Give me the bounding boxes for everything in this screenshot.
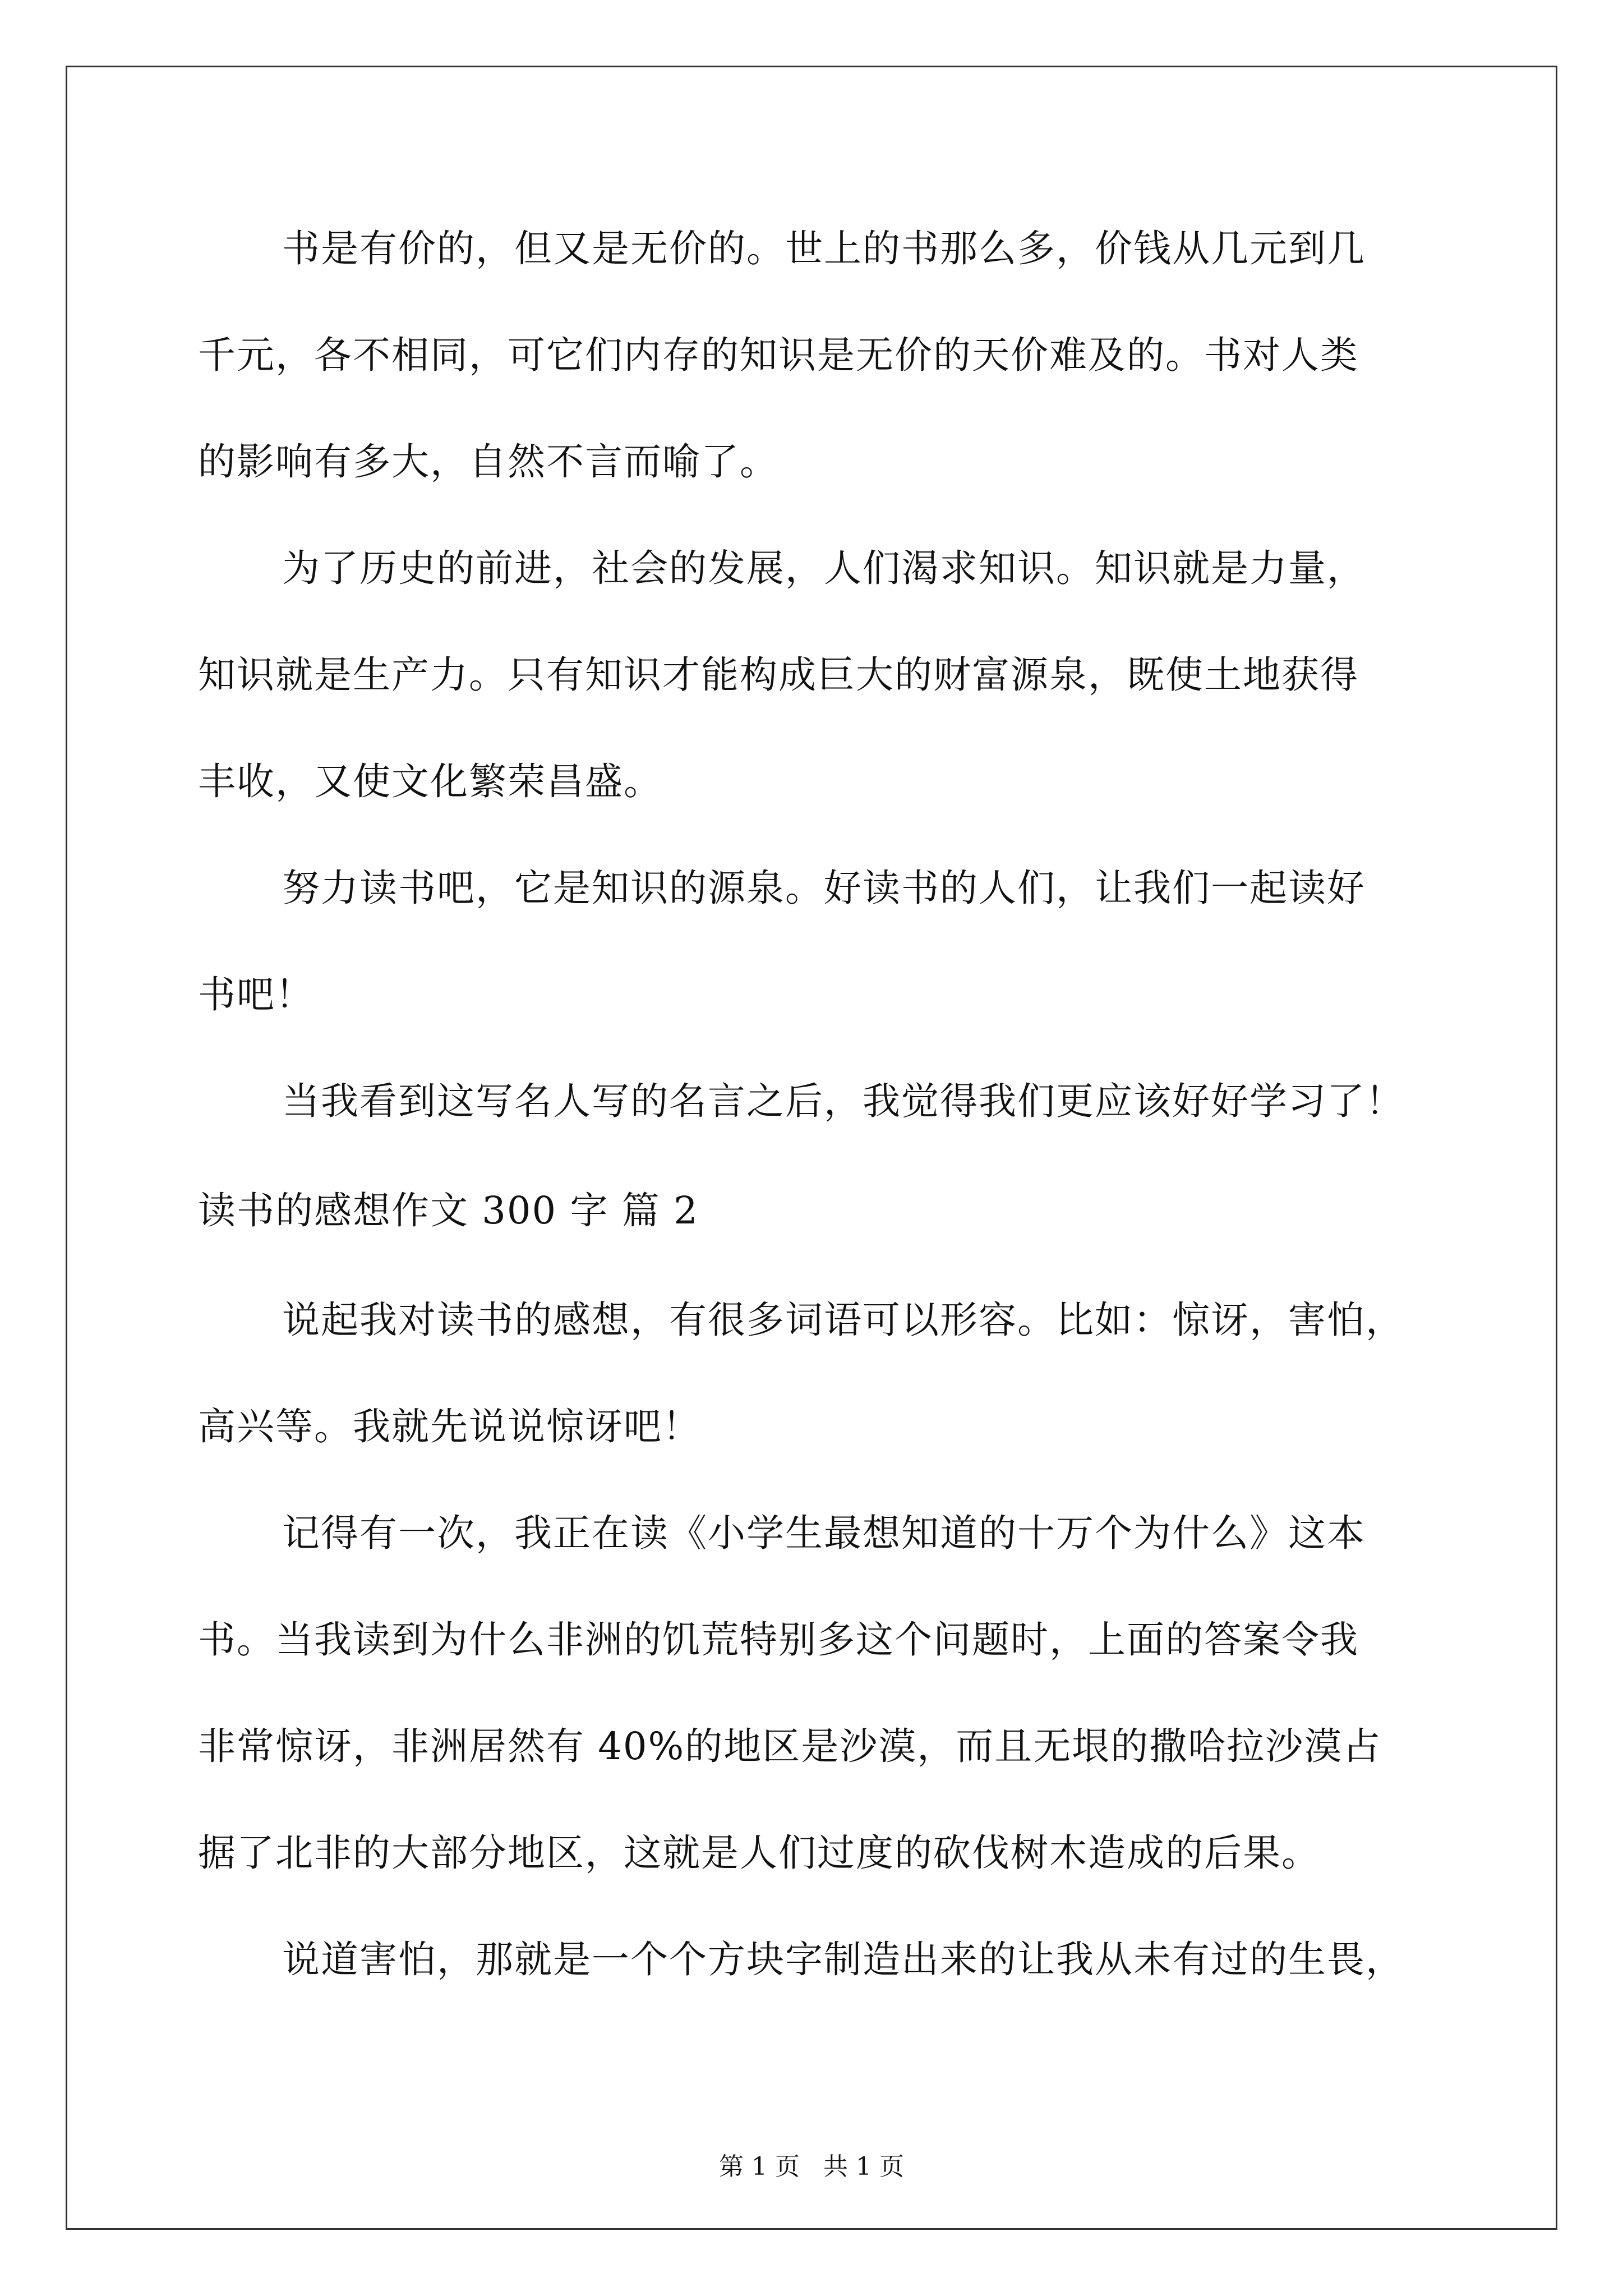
text-line: 书是有价的，但又是无价的。世上的书那么多，价钱从几元到几	[282, 227, 1366, 270]
text-line: 据了北非的大部分地区，这就是人们过度的砍伐树木造成的后果。	[198, 1831, 1320, 1875]
text-line: 书吧！	[198, 973, 314, 1016]
text-line: 说道害怕，那就是一个个方块字制造出来的让我从未有过的生畏，	[282, 1938, 1404, 1981]
text-line: 知识就是生产力。只有知识才能构成巨大的财富源泉，既使土地获得	[198, 653, 1359, 697]
text-line: 高兴等。我就先说说惊讶吧！	[198, 1405, 701, 1448]
text-line: 当我看到这写名人写的名言之后，我觉得我们更应该好好学习了！	[282, 1079, 1404, 1123]
text-line: 说起我对读书的感想，有很多词语可以形容。比如：惊讶，害怕，	[282, 1298, 1404, 1342]
page-number: 第 1 页 共 1 页	[719, 2152, 904, 2181]
text-line: 的影响有多大，自然不言而喻了。	[198, 440, 778, 484]
text-line: 为了历史的前进，社会的发展，人们渴求知识。知识就是力量，	[282, 546, 1366, 590]
text-line: 丰收，又使文化繁荣昌盛。	[198, 760, 662, 803]
text-line: 努力读书吧，它是知识的源泉。好读书的人们，让我们一起读好	[282, 866, 1366, 910]
text-line: 记得有一次，我正在读《小学生最想知道的十万个为什么》这本	[282, 1511, 1366, 1555]
section-heading: 读书的感想作文 300 字 篇 2	[198, 1189, 699, 1232]
text-line: 书。当我读到为什么非洲的饥荒特别多这个问题时，上面的答案令我	[198, 1618, 1359, 1662]
text-line: 非常惊讶，非洲居然有 40%的地区是沙漠，而且无垠的撒哈拉沙漠占	[198, 1724, 1382, 1768]
text-line: 千元，各不相同，可它们内存的知识是无价的天价难及的。书对人类	[198, 333, 1359, 377]
page-border	[66, 66, 1557, 2230]
